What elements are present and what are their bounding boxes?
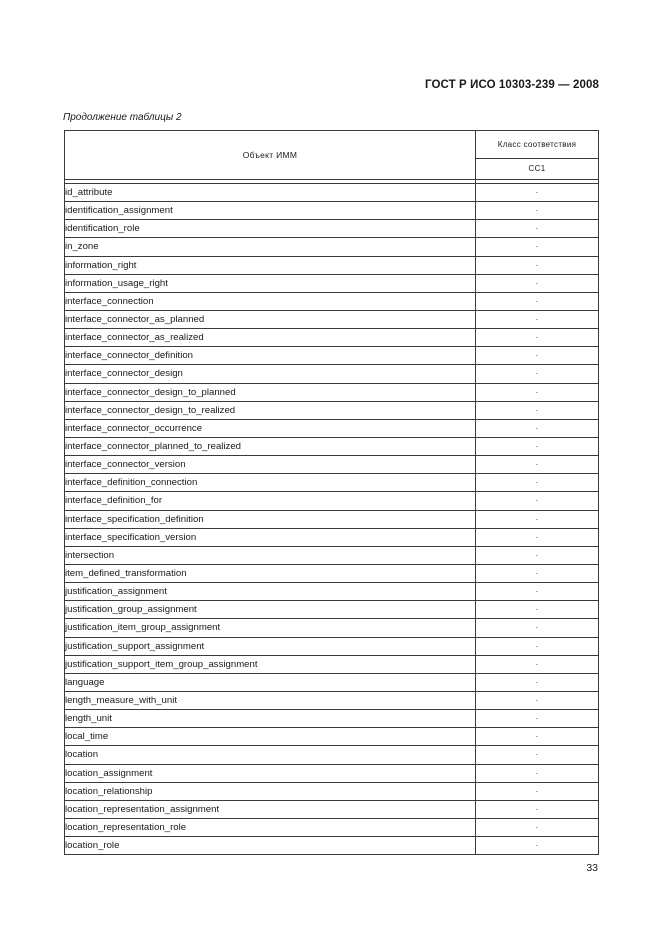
cc1-mark-cell: · — [476, 220, 599, 238]
cc1-mark-cell: · — [476, 474, 599, 492]
cc1-mark-cell: · — [476, 310, 599, 328]
object-name-cell: location_role — [65, 837, 476, 855]
table-row — [65, 800, 599, 818]
object-name-cell: interface_definition_for — [65, 492, 476, 510]
table-row — [65, 510, 599, 528]
table-row — [65, 655, 599, 673]
object-name-cell: identification_role — [65, 220, 476, 238]
object-name-cell: location — [65, 746, 476, 764]
table-row — [65, 673, 599, 691]
object-name-cell: length_measure_with_unit — [65, 691, 476, 709]
cc1-mark-cell: · — [476, 437, 599, 455]
table-row — [65, 764, 599, 782]
table-row — [65, 837, 599, 855]
cc1-mark-cell: · — [476, 184, 599, 202]
object-name-cell: identification_assignment — [65, 202, 476, 220]
cc1-mark-cell: · — [476, 383, 599, 401]
page-number: 33 — [586, 862, 598, 874]
object-name-cell: interface_connector_design_to_realized — [65, 401, 476, 419]
cc1-mark-cell: · — [476, 456, 599, 474]
table-row — [65, 782, 599, 800]
object-name-cell: justification_support_assignment — [65, 637, 476, 655]
cc1-mark-cell: · — [476, 818, 599, 836]
table-body — [65, 180, 599, 855]
table-row — [65, 329, 599, 347]
cc1-mark-cell: · — [476, 202, 599, 220]
object-name-cell: information_right — [65, 256, 476, 274]
cc1-mark-cell: · — [476, 401, 599, 419]
table-row — [65, 274, 599, 292]
object-name-cell: justification_group_assignment — [65, 601, 476, 619]
object-name-cell: justification_support_item_group_assignment — [65, 655, 476, 673]
object-name-cell: item_defined_transformation — [65, 564, 476, 582]
table-caption: Продолжение таблицы 2 — [63, 112, 182, 123]
object-name-cell: id_attribute — [65, 184, 476, 202]
table-row — [65, 637, 599, 655]
table-row — [65, 619, 599, 637]
cc1-mark-cell: · — [476, 710, 599, 728]
object-name-cell: justification_item_group_assignment — [65, 619, 476, 637]
object-name-cell: interface_connector_as_realized — [65, 329, 476, 347]
cc1-mark-cell: · — [476, 764, 599, 782]
object-name-cell: location_representation_role — [65, 818, 476, 836]
cc1-mark-cell: · — [476, 492, 599, 510]
cc1-mark-cell: · — [476, 365, 599, 383]
cc1-mark-cell: · — [476, 601, 599, 619]
column-header-object: Объект ИММ — [65, 131, 476, 180]
cc1-mark-cell: · — [476, 329, 599, 347]
cc1-mark-cell: · — [476, 691, 599, 709]
object-name-cell: justification_assignment — [65, 583, 476, 601]
table-row — [65, 564, 599, 582]
object-name-cell: interface_specification_version — [65, 528, 476, 546]
object-name-cell: interface_connector_occurrence — [65, 419, 476, 437]
object-name-cell: language — [65, 673, 476, 691]
table-row — [65, 691, 599, 709]
table-row — [65, 184, 599, 202]
object-name-cell: interface_connector_planned_to_realized — [65, 437, 476, 455]
object-name-cell: intersection — [65, 546, 476, 564]
cc1-mark-cell: · — [476, 782, 599, 800]
cc1-mark-cell: · — [476, 564, 599, 582]
cc1-mark-cell: · — [476, 528, 599, 546]
table-row — [65, 456, 599, 474]
object-name-cell: interface_connection — [65, 292, 476, 310]
cc1-mark-cell: · — [476, 837, 599, 855]
object-name-cell: interface_definition_connection — [65, 474, 476, 492]
cc1-mark-cell: · — [476, 274, 599, 292]
object-name-cell: local_time — [65, 728, 476, 746]
column-header-cc1: CC1 — [476, 158, 599, 179]
column-header-class: Класс соответствия — [476, 131, 599, 159]
table-row — [65, 546, 599, 564]
object-name-cell: information_usage_right — [65, 274, 476, 292]
cc1-mark-cell: · — [476, 637, 599, 655]
cc1-mark-cell: · — [476, 256, 599, 274]
cc1-mark-cell: · — [476, 583, 599, 601]
object-name-cell: location_assignment — [65, 764, 476, 782]
cc1-mark-cell: · — [476, 419, 599, 437]
table-row — [65, 746, 599, 764]
object-name-cell: interface_specification_definition — [65, 510, 476, 528]
table-row — [65, 528, 599, 546]
conformance-table — [64, 130, 599, 855]
table-row — [65, 220, 599, 238]
cc1-mark-cell: · — [476, 746, 599, 764]
object-name-cell: in_zone — [65, 238, 476, 256]
table-row — [65, 365, 599, 383]
table-row — [65, 728, 599, 746]
cc1-mark-cell: · — [476, 238, 599, 256]
table-row — [65, 583, 599, 601]
table-row — [65, 383, 599, 401]
cc1-mark-cell: · — [476, 673, 599, 691]
document-number: ГОСТ Р ИСО 10303-239 — 2008 — [424, 79, 599, 91]
cc1-mark-cell: · — [476, 292, 599, 310]
cc1-mark-cell: · — [476, 728, 599, 746]
object-name-cell: interface_connector_definition — [65, 347, 476, 365]
table-row — [65, 238, 599, 256]
object-name-cell: length_unit — [65, 710, 476, 728]
table-row — [65, 292, 599, 310]
cc1-mark-cell: · — [476, 619, 599, 637]
object-name-cell: interface_connector_design_to_planned — [65, 383, 476, 401]
table-row — [65, 437, 599, 455]
cc1-mark-cell: · — [476, 800, 599, 818]
table-row — [65, 401, 599, 419]
table-row — [65, 601, 599, 619]
table-row — [65, 818, 599, 836]
cc1-mark-cell: · — [476, 655, 599, 673]
table-row — [65, 310, 599, 328]
object-name-cell: interface_connector_as_planned — [65, 310, 476, 328]
object-name-cell: interface_connector_design — [65, 365, 476, 383]
cc1-mark-cell: · — [476, 347, 599, 365]
object-name-cell: location_relationship — [65, 782, 476, 800]
table-row — [65, 256, 599, 274]
object-name-cell: interface_connector_version — [65, 456, 476, 474]
cc1-mark-cell: · — [476, 546, 599, 564]
table-row — [65, 492, 599, 510]
table-row — [65, 710, 599, 728]
object-name-cell: location_representation_assignment — [65, 800, 476, 818]
table-row — [65, 419, 599, 437]
table-row — [65, 347, 599, 365]
table-row — [65, 202, 599, 220]
table-row — [65, 474, 599, 492]
cc1-mark-cell: · — [476, 510, 599, 528]
